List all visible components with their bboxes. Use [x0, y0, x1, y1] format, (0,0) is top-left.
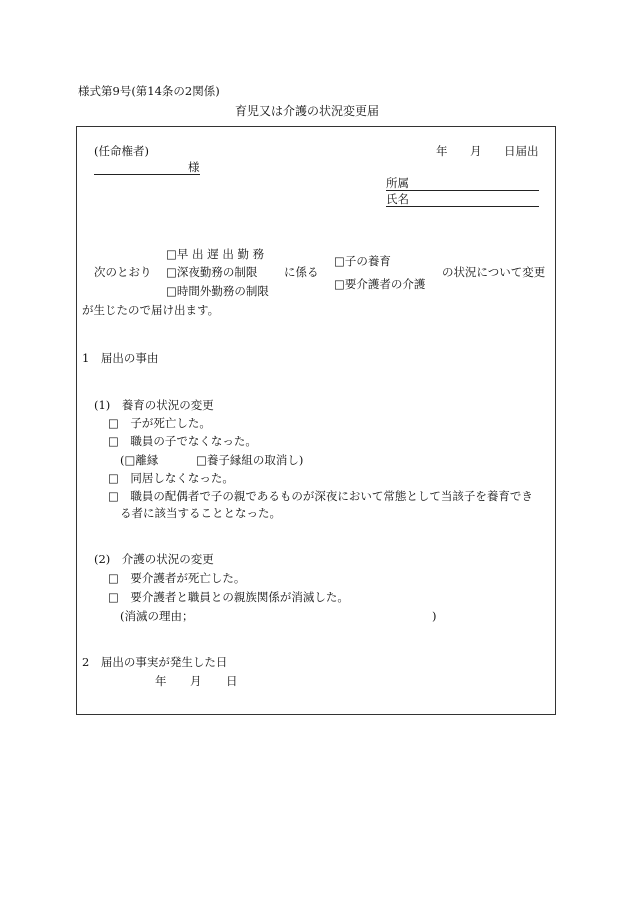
affiliation-underline: [386, 190, 539, 191]
statement-suffix: の状況について変更: [442, 265, 546, 279]
nursing-item-relationship-ended: □ 要介護者と職員との親族関係が消滅した。: [108, 590, 349, 604]
statement-continuation: が生じたので届け出ます。: [82, 303, 220, 317]
name-label: 氏名: [386, 192, 409, 206]
childcare-item-death: □ 子が死亡した。: [108, 416, 211, 430]
addressee-underline: [94, 174, 200, 175]
date-submitted-label: 日届出: [504, 144, 539, 158]
occurrence-year-label: 年: [155, 674, 167, 688]
care-option-elder: □要介護者の介護: [334, 277, 426, 291]
childcare-detail-adoption-cancel: □養子縁組の取消し): [196, 453, 304, 467]
page-title: 育児又は介護の状況変更届: [235, 104, 380, 118]
childcare-item-spouse-line2: る者に該当することとなった。: [120, 506, 281, 520]
statement-prefix: 次のとおり: [94, 265, 152, 279]
nursing-reason-close: ): [432, 609, 437, 623]
work-option-late-night: □深夜勤務の制限: [166, 265, 258, 279]
section1-sub2-heading: (2) 介護の状況の変更: [94, 552, 214, 566]
date-year-label: 年: [436, 144, 448, 158]
affiliation-label: 所属: [386, 176, 409, 190]
nursing-item-death: □ 要介護者が死亡した。: [108, 571, 246, 585]
form-number: 様式第9号(第14条の2関係): [78, 84, 220, 98]
section1-sub1-heading: (1) 養育の状況の変更: [94, 398, 214, 412]
date-month-label: 月: [470, 144, 482, 158]
childcare-item-spouse-line1: □ 職員の配偶者で子の親であるものが深夜において常態として当該子を養育でき: [108, 489, 533, 503]
appointing-authority-label: (任命権者): [94, 144, 149, 158]
nursing-reason-label: (消滅の理由；: [120, 609, 194, 623]
section1-heading: 1 届出の事由: [82, 351, 159, 365]
care-option-child: □子の養育: [334, 254, 391, 268]
childcare-detail-dissolution: (□離縁: [120, 453, 159, 467]
childcare-item-not-cohabiting: □ 同居しなくなった。: [108, 471, 234, 485]
name-underline: [386, 206, 539, 207]
honorific-label: 様: [188, 160, 200, 174]
work-option-early-late: □早 出 遅 出 勤 務: [166, 247, 265, 261]
occurrence-day-label: 日: [226, 674, 238, 688]
work-option-overtime: □時間外勤務の制限: [166, 284, 269, 298]
section2-heading: 2 届出の事実が発生した日: [82, 655, 228, 669]
statement-relating: に係る: [284, 265, 319, 279]
childcare-item-no-longer-child: □ 職員の子でなくなった。: [108, 434, 257, 448]
occurrence-month-label: 月: [190, 674, 202, 688]
